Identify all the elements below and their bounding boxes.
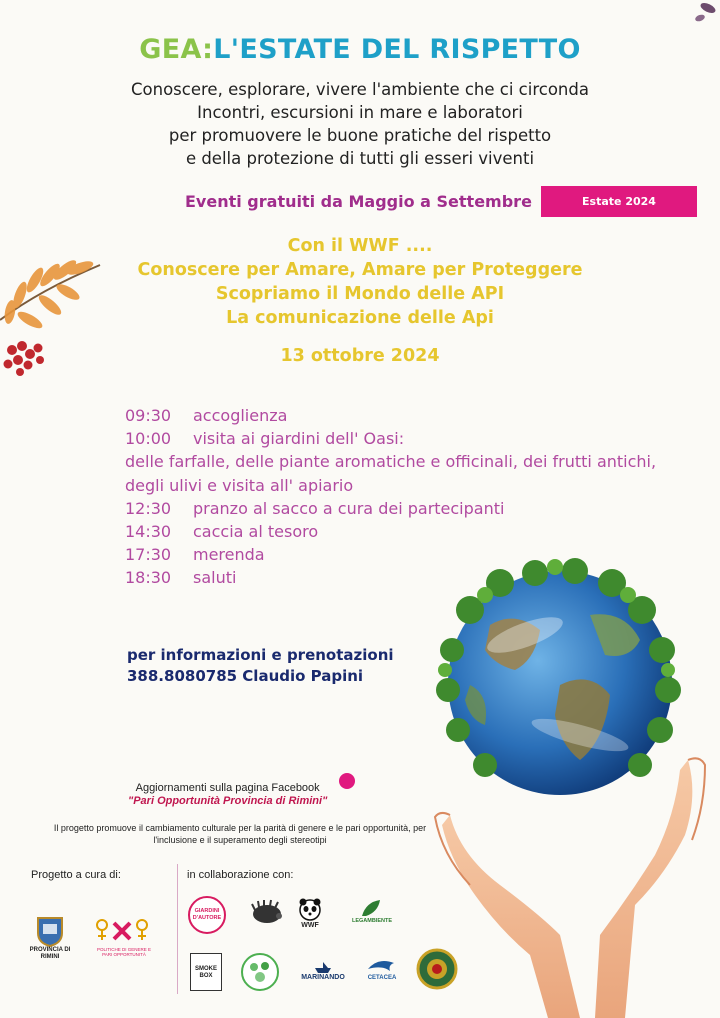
events-heading: Eventi gratuiti da Maggio a Settembre [185, 192, 532, 211]
intro-line: Conoscere, esplorare, vivere l'ambiente che ci circonda [131, 80, 589, 99]
boat-icon [313, 962, 333, 974]
schedule-text: delle farfalle, delle piante aromatiche e officinali, dei frutti antichi, [125, 452, 657, 472]
pari-opp-logo-text: POLITICHE DI GENERE E PARI OPPORTUNITÀ [96, 947, 151, 957]
project-line: l'inclusione e il superamento degli stereotipi [153, 835, 327, 845]
schedule-text: pranzo al sacco a cura dei partecipanti [193, 498, 505, 518]
page-title [0, 34, 720, 65]
intro-line: per promuovere le buone pratiche del rispetto [168, 126, 552, 145]
schedule-time: 10:00 [125, 429, 172, 449]
contact-info [127, 645, 394, 687]
title-prefix: GEA: [139, 34, 214, 65]
wwf-line: Scopriamo il Mondo delle API [215, 284, 505, 304]
marinando-logo-text: MARINANDO [301, 974, 345, 981]
provincia-logo-text: PROVINCIA DI RIMINI [29, 947, 71, 960]
season-badge: Estate 2024 [541, 186, 697, 217]
schedule-text: merenda [193, 545, 265, 565]
schedule-text: degli ulivi e visita all' apiario [125, 475, 354, 495]
schedule-text: accoglienza [193, 406, 288, 425]
title-main: L'ESTATE DEL RISPETTO [213, 34, 581, 65]
event-date: 13 ottobre 2024 [280, 346, 440, 366]
schedule-item [125, 474, 715, 497]
schedule-time: 18:30 [125, 568, 172, 588]
marinando-logo [292, 962, 354, 981]
pari-opportunita-logo [92, 915, 156, 957]
smokebox-logo-text: SMOKE BOX [194, 966, 217, 979]
gender-symbols-icon [92, 915, 152, 947]
leaf-decoration [690, 0, 720, 30]
schedule-item [125, 427, 715, 450]
schedule-time: 09:30 [125, 406, 172, 425]
legambiente-icon [360, 898, 384, 918]
project-description [30, 822, 450, 846]
provincia-rimini-logo [28, 915, 72, 961]
wwf-block [0, 234, 720, 330]
schedule-time: 12:30 [125, 498, 172, 518]
panda-icon [297, 898, 323, 922]
facebook-info [128, 782, 327, 808]
schedule-item [125, 497, 715, 520]
wwf-line: La comunicazione delle Api [226, 308, 494, 328]
dolphin-icon [366, 955, 398, 975]
collaboration-label: in collaborazione con: [187, 869, 294, 881]
green-circle-logo [240, 952, 280, 992]
wwf-line: Con il WWF .... [287, 236, 433, 256]
curated-by-label: Progetto a cura di: [31, 869, 121, 881]
schedule-text: caccia al tesoro [193, 522, 319, 542]
cetacea-logo [362, 955, 402, 981]
intro-line: Incontri, escursioni in mare e laboratori [197, 103, 523, 122]
schedule-item [125, 450, 715, 473]
pink-dot-decoration [339, 773, 355, 789]
cetacea-logo-text: CETACEA [367, 975, 397, 981]
legambiente-logo [346, 898, 398, 924]
schedule-item [125, 404, 715, 427]
footer-divider [177, 864, 178, 994]
intro-text [0, 78, 720, 170]
giardini-autore-logo [188, 896, 226, 934]
facebook-page-name[interactable]: "Pari Opportunità Provincia di Rimini" [128, 795, 328, 807]
wwf-line: Conoscere per Amare, Amare per Proteggere [137, 260, 583, 280]
wwf-logo [296, 898, 324, 929]
intro-line: e della protezione di tutti gli esseri viventi [185, 149, 535, 168]
contact-phone: 388.8080785 Claudio Papini [127, 667, 364, 685]
giardini-logo-text: GIARDINI D'AUTORE [192, 908, 222, 921]
schedule-text: visita ai giardini dell' Oasi: [193, 429, 405, 449]
wwf-logo-text: WWF [301, 922, 319, 929]
schedule-time: 17:30 [125, 545, 172, 565]
contact-label: per informazioni e prenotazioni [127, 646, 394, 664]
coat-of-arms-icon [35, 915, 65, 947]
globe-hands-illustration [430, 555, 720, 1018]
schedule-text: saluti [193, 568, 237, 588]
legambiente-logo-text: LEGAMBIENTE [351, 918, 393, 924]
emblem-badge-logo [416, 948, 458, 990]
smoke-box-logo [190, 953, 222, 991]
project-line: Il progetto promuove il cambiamento culturale per la parità di genere e le pari opportunità, per [53, 823, 427, 833]
facebook-label: Aggiornamenti sulla pagina Facebook [135, 782, 320, 794]
schedule-item [125, 520, 715, 543]
hedgehog-icon [249, 898, 285, 928]
schedule-time: 14:30 [125, 522, 172, 542]
